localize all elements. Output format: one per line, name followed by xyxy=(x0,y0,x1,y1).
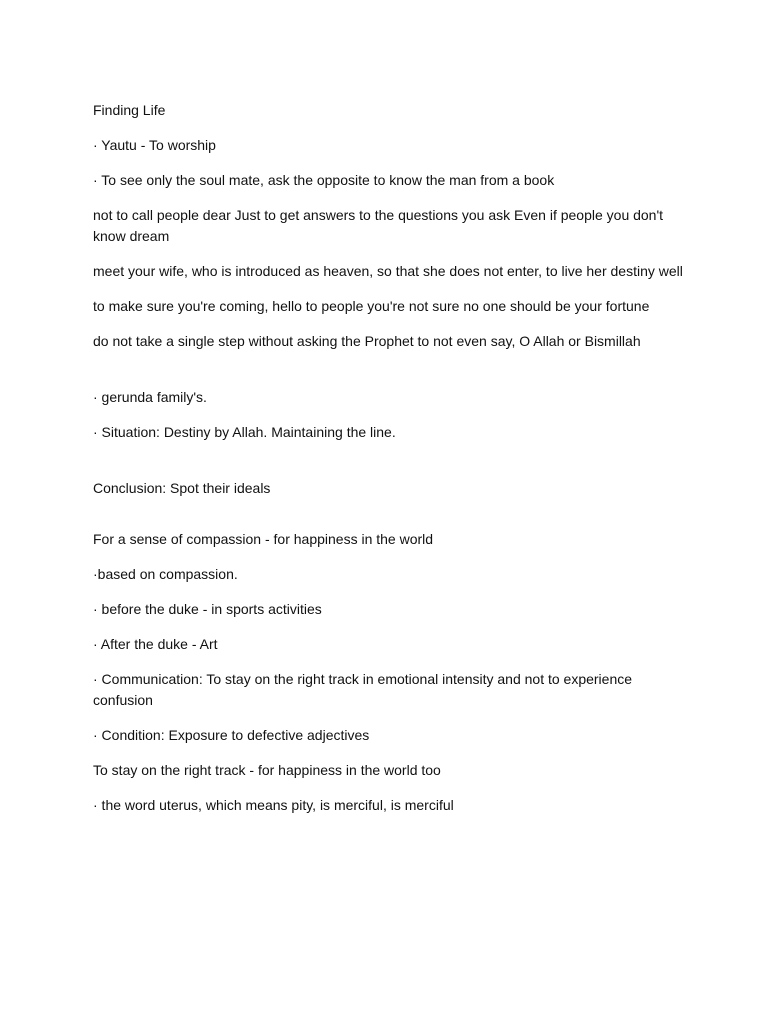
bullet-item: · gerunda family's. xyxy=(93,389,207,405)
spacer xyxy=(93,366,683,387)
paragraph: not to call people dear Just to get answers to the questions you ask Even if people you don't know dream xyxy=(93,207,664,244)
paragraph: For a sense of compassion - for happiness in the world xyxy=(93,531,434,547)
bullet-item: · To see only the soul mate, ask the opposite to know the man from a book xyxy=(93,172,555,188)
bullet-item: · After the duke - Art xyxy=(93,636,218,652)
spacer xyxy=(93,513,683,529)
paragraph: do not take a single step without asking the Prophet to not even say, O Allah or Bismillah xyxy=(93,333,641,349)
bullet-item: · the word uterus, which means pity, is merciful, is merciful xyxy=(93,797,454,813)
bullet-item: ·based on compassion. xyxy=(93,566,238,582)
bullet-item: · Yautu - To worship xyxy=(93,137,216,153)
bullet-item: · Condition: Exposure to defective adjectives xyxy=(93,727,370,743)
document-page xyxy=(93,100,683,830)
bullet-item: · Communication: To stay on the right track in emotional intensity and not to experience confusion xyxy=(93,671,633,708)
paragraph: To stay on the right track - for happiness in the world too xyxy=(93,762,441,778)
bullet-item: · before the duke - in sports activities xyxy=(93,601,322,617)
document-title: Finding Life xyxy=(93,102,166,118)
bullet-item: · Situation: Destiny by Allah. Maintaining the line. xyxy=(93,424,396,440)
conclusion-text: Conclusion: Spot their ideals xyxy=(93,480,271,496)
spacer xyxy=(93,457,683,478)
paragraph: meet your wife, who is introduced as heaven, so that she does not enter, to live her destiny well xyxy=(93,263,683,279)
paragraph: to make sure you're coming, hello to people you're not sure no one should be your fortune xyxy=(93,298,650,314)
